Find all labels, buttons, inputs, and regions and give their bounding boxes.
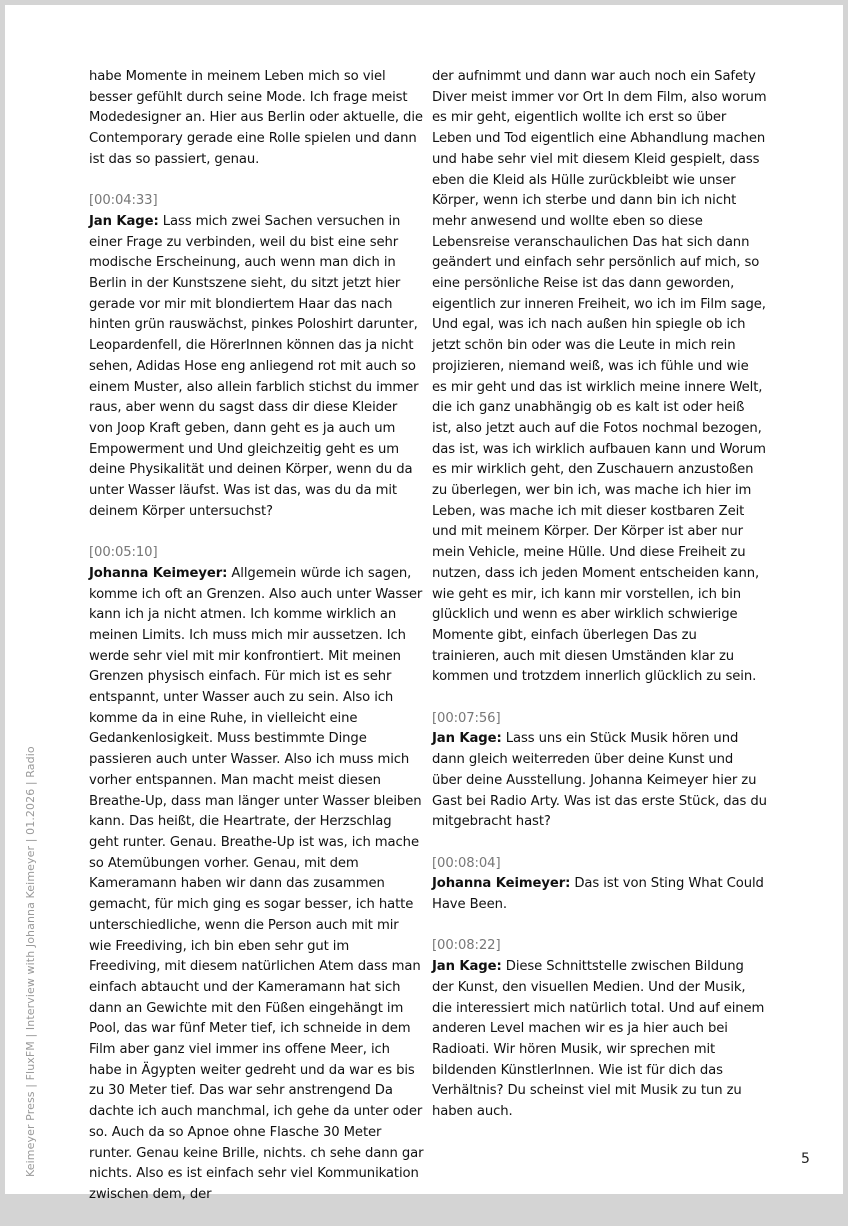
transcript-block xyxy=(432,854,767,916)
timestamp: [00:04:33] xyxy=(89,193,158,209)
transcript-text: der aufnimmt und dann war auch noch ein Safety Diver meist immer vor Ort In dem Film, also worum es mir geht, eigentlich wollte ich erst so über Leben und Tod eigentlich eine Abhandlung machen und habe sehr viel mit diesem Kleid gespielt, dass eben die Kleid als Hülle zurückbleibt wie unser Körper, wenn ich sterbe und dann bin ich nicht mehr anwesend und wollte eben so diese Lebensreise veranschaulichen Das hat sich dann geändert und einfach sehr persönlich auf mich, so eine persönliche Reise ist das dann geworden, eigentlich zur inneren Freiheit, wo ich im Film sage, Und egal, was ich nach außen hin spiegle ob ich jetzt schön bin oder was die Leute in mich rein projizieren, niemand weiß, was ich fühle und wie es mir geht und das ist wirklich meine innere Welt, die ich ganz unabhängig ob es kalt ist oder heiß ist, also jetzt auch auf die Fotos nochmal bezogen, das ist, was ich wirklich aufbauen kann und Worum es mir wirklich geht, den Zuschauern anzustoßen zu überlegen, wer bin ich, was mache ich hier im Leben, was mache ich mit dieser kostbaren Zeit und mit meinem Körper. Der Körper ist aber nur mein Vehicle, meine Hülle. Und diese Freiheit zu nutzen, dass ich jeden Moment entscheiden kann, wie geht es mir, ich kann mir vorstellen, ich bin glücklich und wenn es aber wirklich schwierige Momente gibt, einfach überlegen Das zu trainieren, auch mit diesen Umständen klar zu kommen und trotzdem innerlich glücklich zu sein. xyxy=(432,69,767,685)
transcript-block xyxy=(432,709,767,833)
transcript-text: Lass uns ein Stück Musik hören und dann gleich weiterreden über deine Kunst und über deine Ausstellung. Johanna Keimeyer hier zu Gast bei Radio Arty. Was ist das erste Stück, das du mitgebracht hast? xyxy=(432,731,767,830)
right-column xyxy=(432,67,767,1144)
speaker-name: Jan Kage: xyxy=(432,731,502,747)
document-page xyxy=(5,5,843,1202)
sidebar-caption: Keimeyer Press | FluxFM | Interview with Johanna Keimeyer | 01.2026 | Radio xyxy=(24,746,37,1177)
page-number: 5 xyxy=(801,1151,810,1167)
transcript-block xyxy=(432,936,767,1122)
transcript-block xyxy=(89,543,424,1206)
transcript-text: Diese Schnittstelle zwischen Bildung der Kunst, den visuellen Medien. Und der Musik, die interessiert mich natürlich total. Und auf einem anderen Level machen wir es ja hier auch bei Radioati. Wir hören Musik, wir sprechen mit bildenden KünstlerInnen. Wie ist für dich das Verhältnis? Du scheinst viel mit Musik zu tun zu haben auch. xyxy=(432,959,765,1120)
timestamp: [00:08:04] xyxy=(432,855,501,871)
left-column xyxy=(89,67,424,1226)
transcript-text: Lass mich zwei Sachen versuchen in einer Frage zu verbinden, weil du bist eine sehr modische Erscheinung, auch wenn man dich in Berlin in der Kunstszene sieht, du sitzt jetzt hier gerade vor mir mit blondiertem Haar das nach hinten grün rauswächst, pinkes Poloshirt darunter, Leopardenfell, die HörerInnen können das ja nicht sehen, Adidas Hose eng anliegend rot mit auch so einem Muster, also allein farblich stichst du immer raus, aber wenn du sagst dass dir diese Kleider von Joop Kraft geben, dann geht es ja auch um Empowerment und Und gleichzeitig geht es um deine Physikalität und deinen Körper, wenn du da unter Wasser läufst. Was ist das, was du da mit deinem Körper untersuchst? xyxy=(89,213,419,519)
transcript-text: habe Momente in meinem Leben mich so viel besser gefühlt durch seine Mode. Ich frage meist Modedesigner an. Hier aus Berlin oder aktuelle, die Contemporary gerade eine Rolle spielen und dann ist das so passiert, genau. xyxy=(89,69,423,167)
speaker-name: Johanna Keimeyer: xyxy=(89,565,228,581)
transcript-block xyxy=(89,191,424,522)
timestamp: [00:05:10] xyxy=(89,545,158,561)
transcript-block xyxy=(432,67,767,688)
transcript-block xyxy=(89,67,424,171)
timestamp: [00:08:22] xyxy=(432,938,501,954)
speaker-name: Jan Kage: xyxy=(432,959,502,975)
speaker-name: Jan Kage: xyxy=(89,213,159,229)
transcript-text: Allgemein würde ich sagen, komme ich oft an Grenzen. Also auch unter Wasser kann ich ja nicht atmen. Ich komme wirklich an meinen Limits. Ich muss mich mir aussetzen. Ich werde sehr viel mit mir konfrontiert. Mit meinen Grenzen physisch einfach. Für mich ist es sehr entspannt, unter Wasser auch zu sein. Also ich komme da in eine Ruhe, in vielleicht eine Gedankenlosigkeit. Muss bestimmte Dinge passieren auch unter Wasser. Also ich muss mich vorher entspannen. Man macht meist diesen Breathe-Up, dass man länger unter Wasser bleiben kann. Das heißt, die Heartrate, der Herzschlag geht runter. Genau. Breathe-Up ist was, ich mache so Atemübungen vorher. Genau, mit dem Kameramann haben wir dann das zusammen gemacht, für mich ging es sogar besser, ich hatte unterschiedliche, wenn die Person auch mit mir wie Freediving, ich bin eben sehr gut im Freediving, mit diesem natürlichen Atem dass man einfach abtaucht und der Kameramann hat sich dann an Gewichte mit den Füßen eingehängt im Pool, das war fünf Meter tief, ich schneide in dem Film aber ganz viel immer ins offene Meer, ich habe in Ägypten weiter gedreht und da war es bis zu 30 Meter tief. Das war sehr anstrengend Da dachte ich auch manchmal, ich gehe da unter oder so. Auch da so Apnoe ohne Flasche 30 Meter runter. Genau keine Brille, nichts. ch sehe dann gar nichts. Also es ist einfach sehr viel Kommunikation zwischen dem, der xyxy=(89,565,424,1202)
speaker-name: Johanna Keimeyer: xyxy=(432,876,571,892)
transcript-text: Das ist von Sting What Could Have Been. xyxy=(432,876,764,913)
timestamp: [00:07:56] xyxy=(432,710,501,726)
